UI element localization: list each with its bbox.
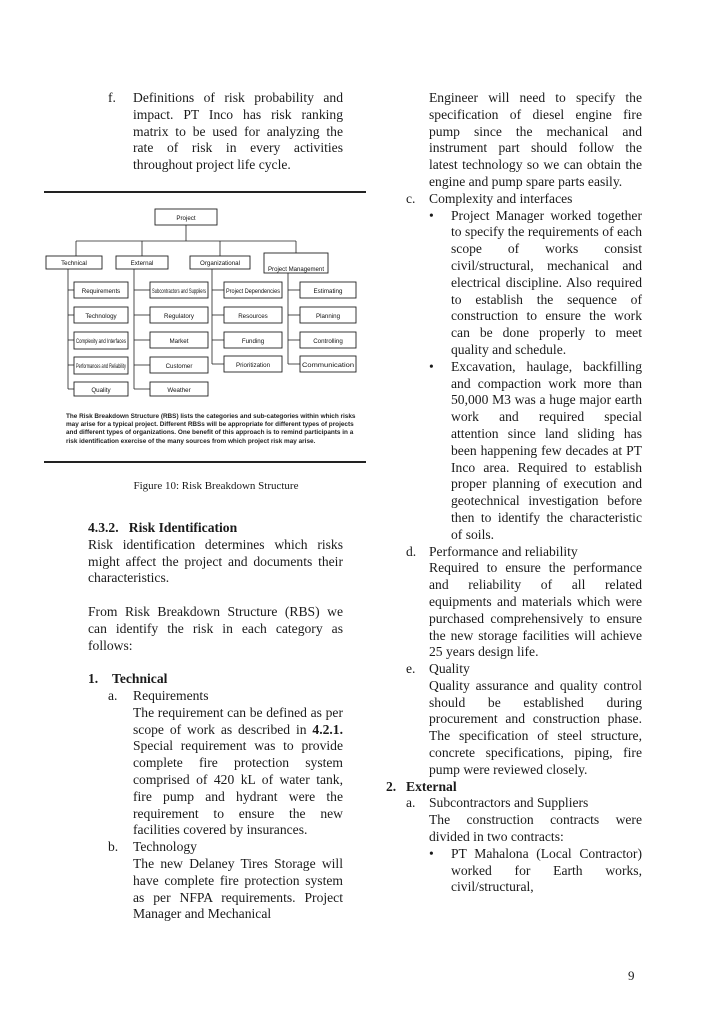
continuation-text: Engineer will need to specify the specification of diesel engine fire pump since the mechanical and instrument part should follow the latest technology so we can obtain the engine and pump spare parts easily. [429, 90, 642, 189]
list-title: Quality [429, 661, 470, 677]
risk-breakdown-structure-figure [44, 191, 366, 463]
rbs-organizational: Organizational [200, 260, 240, 267]
rbs-technology: Technology [85, 313, 117, 320]
bullet-icon: • [429, 358, 434, 374]
list-item-a-external [406, 795, 642, 896]
rbs-root: Project [176, 215, 196, 222]
list-item-f [108, 90, 343, 174]
rbs-complexity: Complexity and Interfaces [76, 338, 126, 345]
rbs-project-management: Project Management [268, 266, 325, 273]
list-text: Quality assurance and quality control should be established during procurement and construction phase. The specification of steel structure, concrete specifications, piping, fire pump were reviewed closely. [429, 677, 642, 777]
section-number: 1. [88, 671, 99, 687]
left-column-top [88, 90, 343, 174]
figure-note: The Risk Breakdown Structure (RBS) lists the categories and sub-categories within which risks may arise for a typical project. Different RBSs will be appropriate for different types of projects and different types of organizations. One benefit of this approach is to remind participants in a risk identification exercise of the many sources from which project risk may arise. [66, 413, 356, 445]
list-marker: e. [406, 661, 416, 677]
section-technical [88, 671, 343, 688]
list-marker: f. [108, 90, 116, 105]
paragraph: Risk identification determines which risks might affect the project and documents their characteristics. [88, 536, 343, 586]
list-title: Subcontractors and Suppliers [429, 795, 589, 811]
section-title: External [406, 778, 457, 794]
bullet-icon: • [429, 207, 434, 223]
list-title: Performance and reliability [429, 543, 578, 559]
section-external [386, 779, 642, 796]
rbs-technical: Technical [61, 260, 87, 267]
bullet-item [429, 846, 642, 896]
bullet-item [429, 359, 642, 544]
rbs-requirements: Requirements [81, 288, 121, 295]
right-column [386, 90, 642, 896]
bullet-text: PT Mahalona (Local Contractor) worked for Earth works, civil/structural, [451, 845, 642, 895]
rbs-market: Market [169, 338, 189, 345]
list-title: Technology [133, 839, 197, 855]
rbs-performance: Performances and Reliability [76, 363, 127, 370]
list-marker: c. [406, 190, 416, 206]
list-marker: a. [406, 795, 416, 811]
bullet-item [429, 208, 642, 359]
rbs-funding: Funding [241, 338, 265, 345]
figure-caption: Figure 10: Risk Breakdown Structure [133, 480, 299, 492]
rbs-regulatory: Regulatory [164, 313, 194, 320]
rbs-project-dependencies: Project Dependencies [226, 288, 280, 295]
left-column-body [88, 520, 343, 923]
list-title: Requirements [133, 687, 209, 703]
list-text: The new Delaney Tires Storage will have complete fire protection system as per NFPA requirements. Project Manager and Mechanical [133, 855, 343, 922]
rbs-communication: Communication [302, 362, 355, 369]
list-item-a [108, 688, 343, 839]
heading-text: 4.3.2. Risk Identification [88, 520, 238, 535]
bullet-text: Project Manager worked together to specify the requirements of each scope of works consist civil/structural, mechanical and electrical discipline. Also required to establish the sequence of construction to ensure the work can be done properly to meet quality and schedule. [451, 207, 642, 357]
rbs-subcontractors: Subcontractors and Suppliers [152, 288, 206, 295]
list-item-d [406, 544, 642, 662]
list-text: The requirement can be defined as per scope of work as described in 4.2.1. Special requirement was to provide complete fire protection system comprised of 420 kL of water tank, fire pump and hydrant were the requirement to ensure the new facilities covered by insurances. [133, 704, 343, 838]
rbs-external: External [130, 260, 154, 267]
page-number: 9 [628, 968, 635, 983]
list-marker: a. [108, 687, 118, 703]
list-item-b [108, 839, 343, 923]
rbs-estimating: Estimating [313, 288, 343, 295]
section-title: Technical [112, 671, 168, 687]
list-marker: d. [406, 543, 417, 559]
rbs-planning: Planning [315, 313, 341, 320]
list-item-e [406, 661, 642, 779]
rbs-resources: Resources [238, 313, 268, 320]
rbs-weather: Weather [167, 387, 191, 394]
section-number: 2. [386, 778, 397, 794]
list-marker: b. [108, 839, 119, 855]
bullet-icon: • [429, 845, 434, 861]
list-text: Definitions of risk probability and impact. PT Inco has risk ranking matrix to be used for analyzing the rate of risk in every activities throughout project life cycle. [133, 90, 343, 173]
list-title: Complexity and interfaces [429, 190, 573, 206]
list-text: The construction contracts were divided in two contracts: [429, 812, 642, 845]
rbs-quality: Quality [91, 387, 111, 394]
list-item-c [406, 191, 642, 544]
bullet-text: Excavation, haulage, backfilling and compaction work more than 50,000 M3 was a huge major earth work and required special attention since land sliding has been happening few decades at PT Inco area. Required to establish proper planning of execution and geotechnical investigation before then to identify the characteristic of soils. [451, 358, 642, 542]
section-heading [88, 520, 343, 537]
paragraph: From Risk Breakdown Structure (RBS) we can identify the risk in each category as follows: [88, 603, 343, 653]
rbs-prioritization: Prioritization [235, 362, 271, 369]
rbs-customer: Customer [165, 363, 193, 370]
list-text: Required to ensure the performance and reliability of all related equipments and materials which were purchased comprehensively to ensure the new storage facilities will achieve 25 years design life. [429, 560, 642, 660]
section-reference: 4.2.1. [312, 721, 343, 737]
rbs-controlling: Controlling [313, 338, 343, 345]
